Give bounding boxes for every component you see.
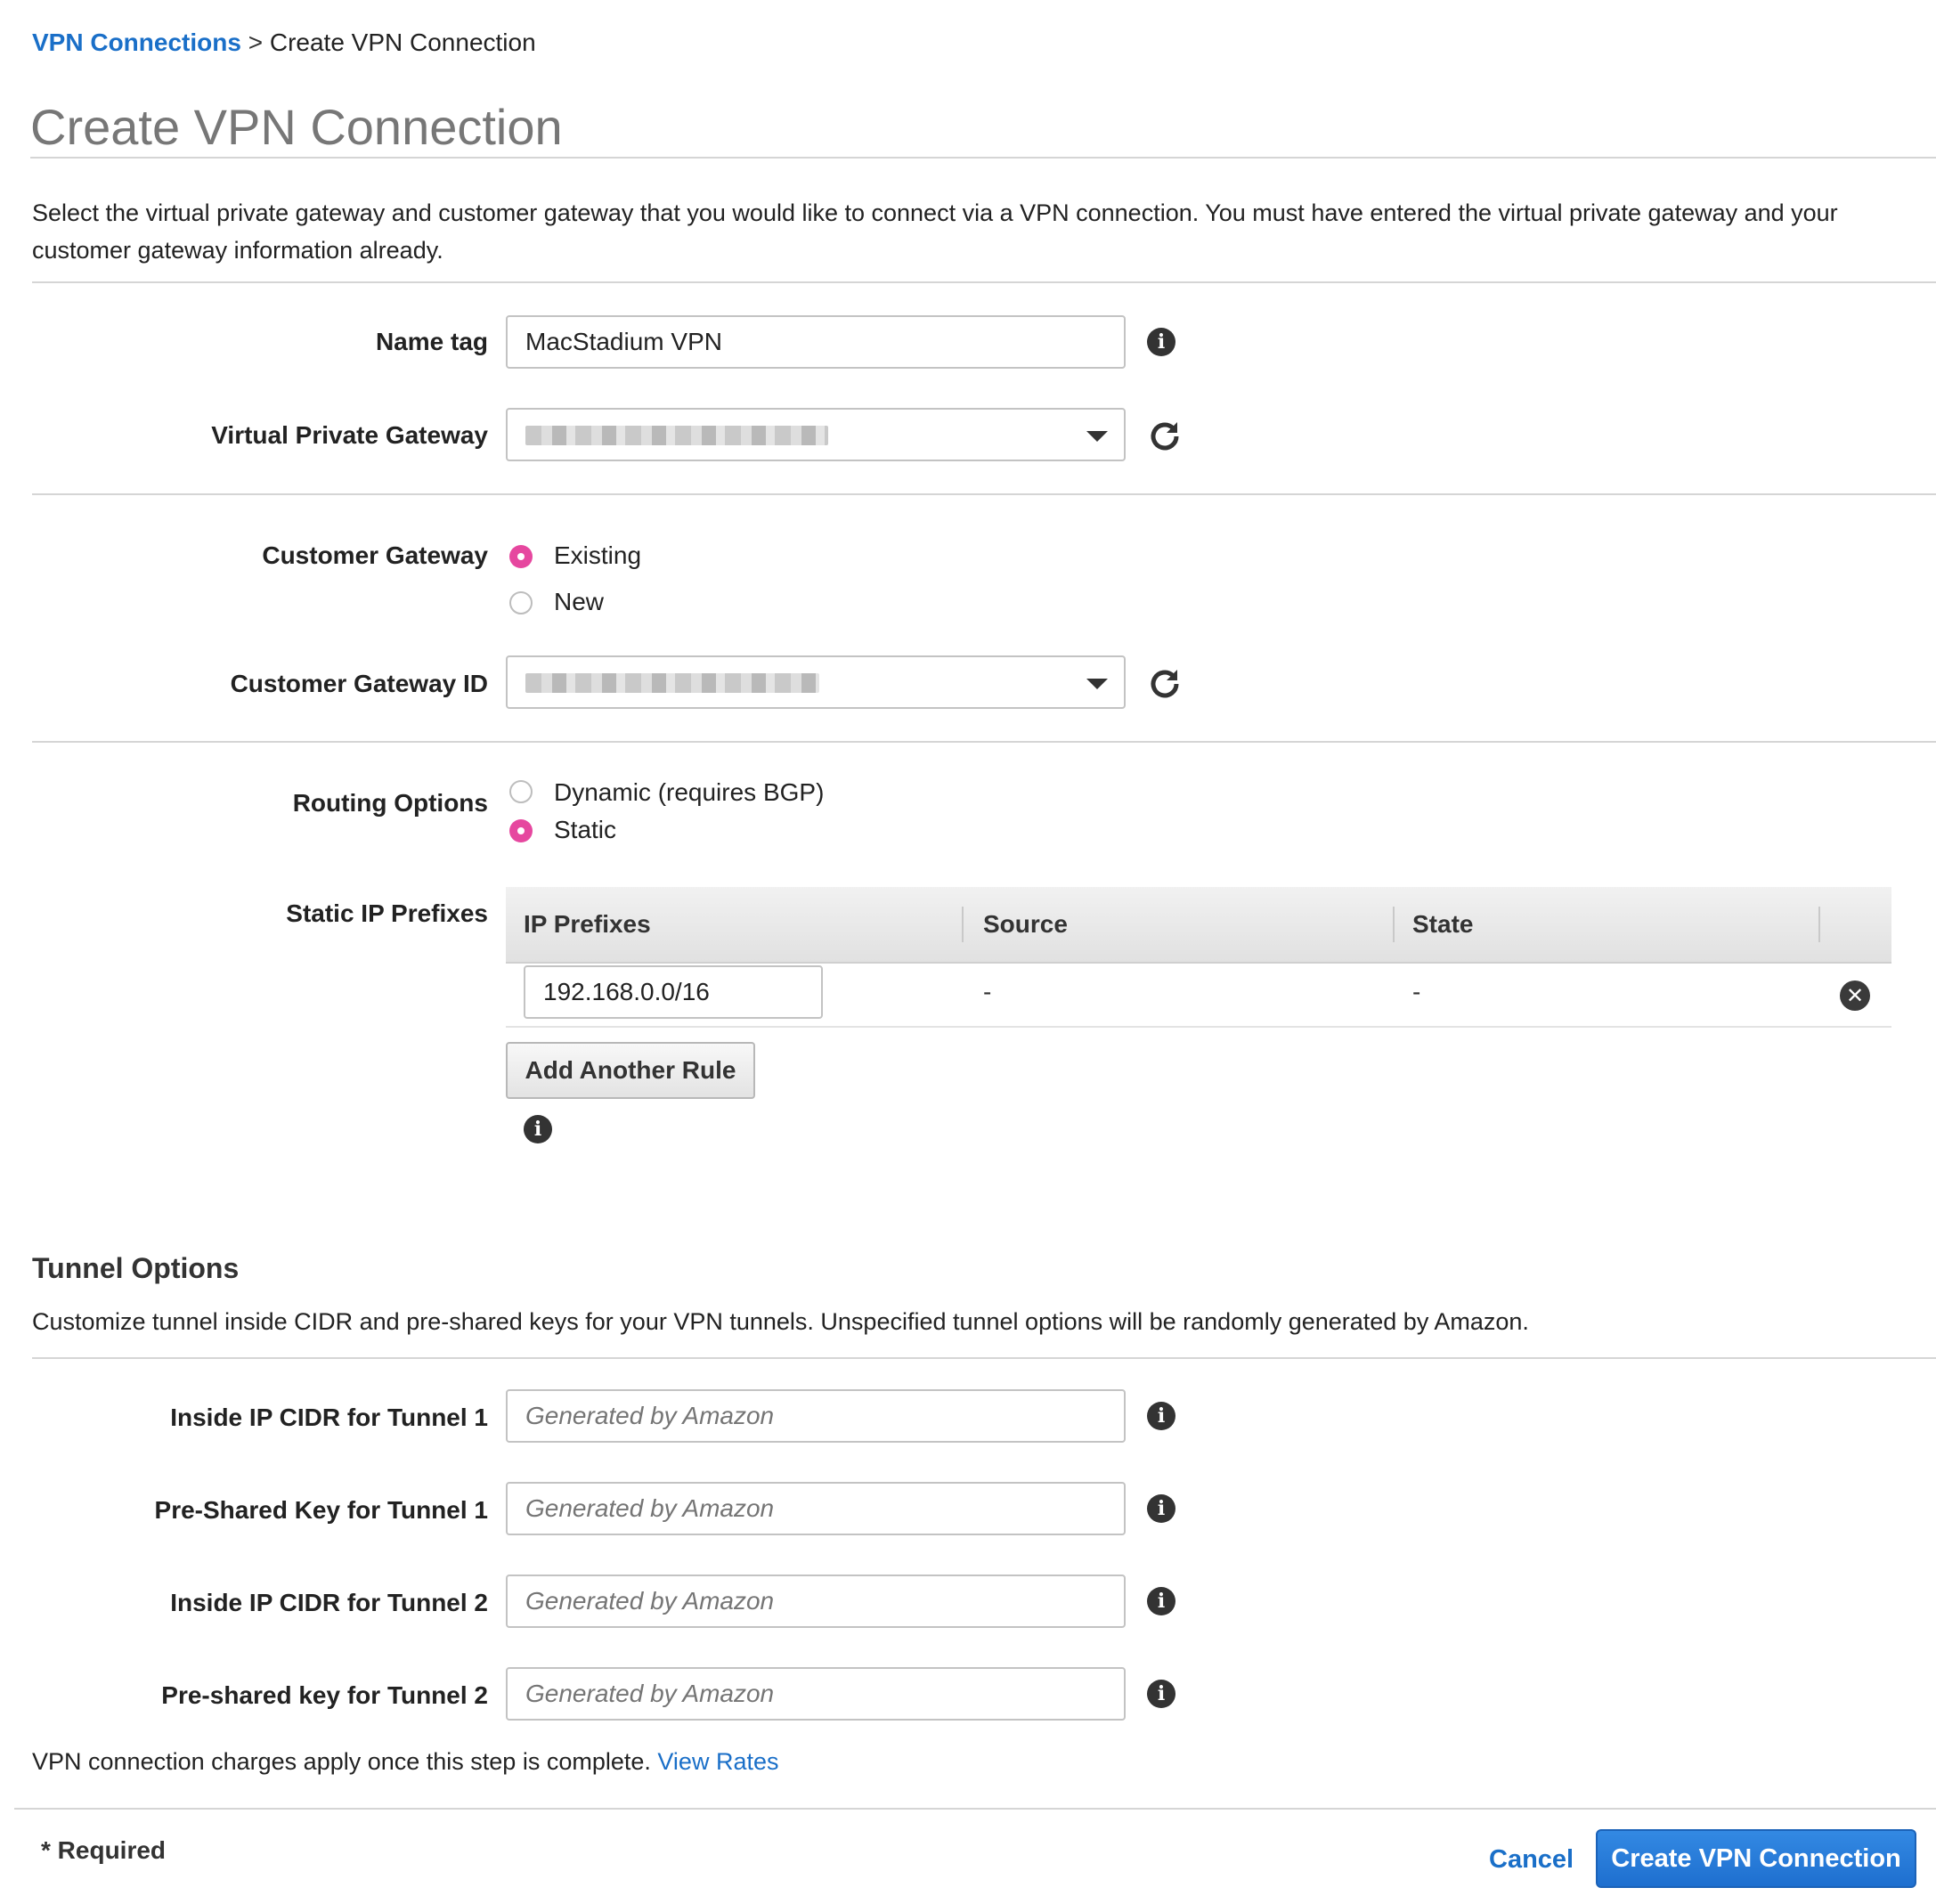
- tunnel-options-description: Customize tunnel inside CIDR and pre-shared keys for your VPN tunnels. Unspecified tunnel options will be randomly generated by Amazon.: [32, 1308, 1529, 1335]
- cancel-button[interactable]: Cancel: [1489, 1845, 1574, 1874]
- radio-existing-label: Existing: [554, 541, 642, 569]
- radio-dynamic[interactable]: [509, 780, 533, 803]
- column-header-ip-prefixes[interactable]: IP Prefixes: [524, 910, 651, 938]
- virtual-private-gateway-select[interactable]: [506, 408, 1126, 461]
- column-header-source[interactable]: Source: [983, 910, 1068, 938]
- divider: [32, 1357, 1936, 1359]
- page-title: Create VPN Connection: [30, 99, 563, 155]
- column-separator: [1393, 907, 1395, 942]
- breadcrumb: [32, 27, 536, 59]
- customer-gateway-id-select[interactable]: [506, 655, 1126, 709]
- radio-static-label: Static: [554, 816, 617, 843]
- breadcrumb-current: Create VPN Connection: [269, 28, 536, 56]
- divider: [32, 741, 1936, 743]
- state-cell: -: [1412, 978, 1421, 1005]
- table-row-divider: [506, 1026, 1891, 1028]
- remove-icon[interactable]: ✕: [1840, 980, 1870, 1011]
- breadcrumb-separator: >: [248, 28, 264, 56]
- breadcrumb-link-vpn-connections[interactable]: VPN Connections: [32, 28, 241, 56]
- divider: [32, 281, 1936, 283]
- routing-options-label: Routing Options: [292, 789, 488, 817]
- inside-ip-cidr-tunnel-1-input[interactable]: [506, 1389, 1126, 1443]
- column-separator: [962, 907, 964, 942]
- pre-shared-key-tunnel-2-input[interactable]: [506, 1667, 1126, 1721]
- pre-shared-key-tunnel-1-input[interactable]: [506, 1482, 1126, 1535]
- tunnel-options-heading: Tunnel Options: [32, 1252, 240, 1284]
- charges-text: VPN connection charges apply once this step is complete.: [32, 1748, 651, 1775]
- footer-divider: [14, 1808, 1936, 1810]
- radio-existing[interactable]: [509, 545, 533, 568]
- static-ip-prefixes-label: Static IP Prefixes: [286, 899, 488, 927]
- table-header: [506, 887, 1891, 964]
- required-note: * Required: [41, 1836, 167, 1864]
- chevron-down-icon: [1086, 431, 1108, 442]
- create-vpn-connection-button[interactable]: Create VPN Connection: [1596, 1829, 1916, 1888]
- radio-new-label: New: [554, 588, 605, 615]
- info-icon[interactable]: i: [1147, 1494, 1175, 1523]
- divider: [32, 493, 1936, 495]
- title-divider: [30, 157, 1936, 159]
- info-icon[interactable]: i: [1147, 328, 1175, 356]
- pre-shared-key-tunnel-2-label: Pre-shared key for Tunnel 2: [161, 1681, 488, 1709]
- pre-shared-key-tunnel-1-label: Pre-Shared Key for Tunnel 1: [154, 1496, 488, 1524]
- info-icon[interactable]: i: [1147, 1587, 1175, 1615]
- refresh-icon[interactable]: [1147, 666, 1183, 702]
- chevron-down-icon: [1086, 679, 1108, 689]
- virtual-private-gateway-label: Virtual Private Gateway: [211, 421, 488, 449]
- info-icon[interactable]: i: [524, 1115, 552, 1143]
- add-another-rule-button[interactable]: Add Another Rule: [506, 1042, 755, 1099]
- info-icon[interactable]: i: [1147, 1402, 1175, 1430]
- refresh-icon[interactable]: [1147, 419, 1183, 454]
- charges-note: [32, 1744, 778, 1779]
- inside-ip-cidr-tunnel-2-label: Inside IP CIDR for Tunnel 2: [170, 1589, 488, 1616]
- customer-gateway-label: Customer Gateway: [262, 541, 488, 569]
- radio-dynamic-label: Dynamic (requires BGP): [554, 778, 825, 806]
- inside-ip-cidr-tunnel-2-input[interactable]: [506, 1574, 1126, 1628]
- source-cell: -: [983, 978, 992, 1005]
- info-icon[interactable]: i: [1147, 1680, 1175, 1708]
- view-rates-link[interactable]: View Rates: [657, 1748, 779, 1775]
- inside-ip-cidr-tunnel-1-label: Inside IP CIDR for Tunnel 1: [170, 1404, 488, 1431]
- name-tag-label: Name tag: [375, 328, 488, 355]
- name-tag-input[interactable]: [506, 315, 1126, 369]
- customer-gateway-id-label: Customer Gateway ID: [230, 670, 488, 697]
- page-description: Select the virtual private gateway and customer gateway that you would like to connect via a VPN connection. You must have entered the virtual private gateway and your customer gateway information already.: [32, 199, 1838, 264]
- redacted-value: [525, 673, 819, 693]
- radio-static[interactable]: [509, 819, 533, 842]
- redacted-value: [525, 426, 828, 445]
- radio-new[interactable]: [509, 591, 533, 614]
- column-separator: [1818, 907, 1820, 942]
- ip-prefix-input[interactable]: [524, 965, 823, 1019]
- column-header-state[interactable]: State: [1412, 910, 1474, 938]
